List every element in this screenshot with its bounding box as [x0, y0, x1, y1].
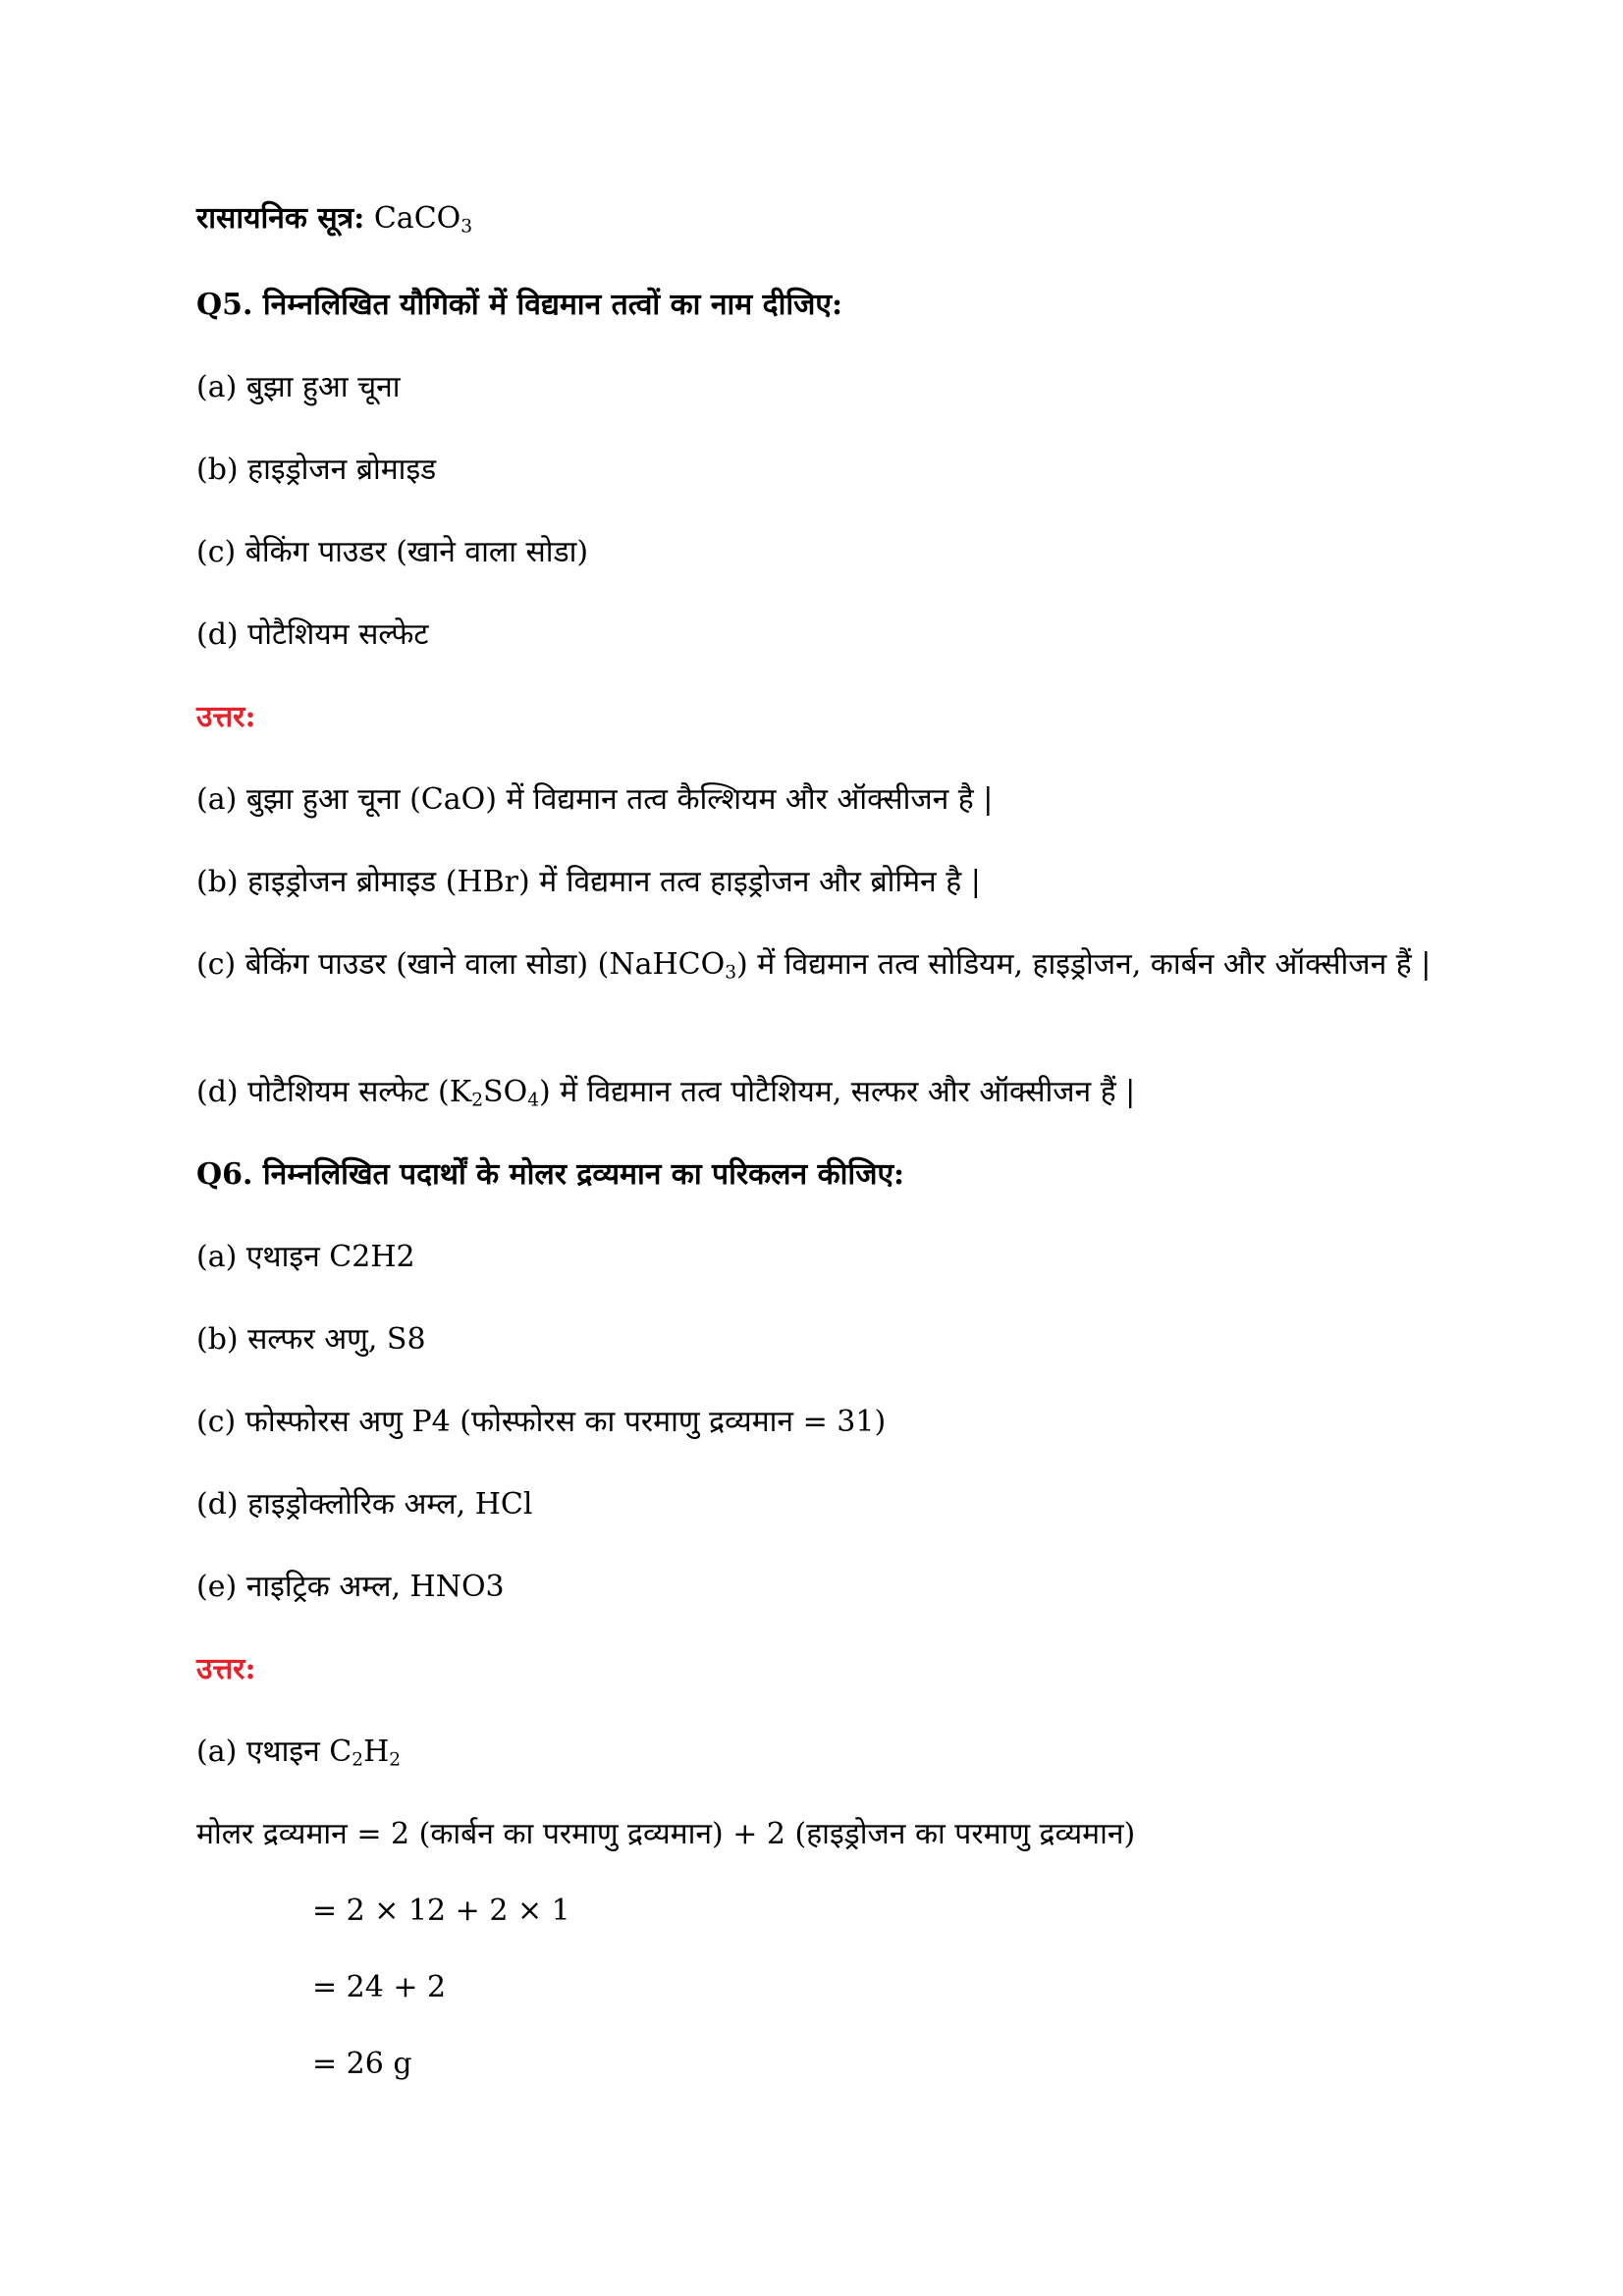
q6-item-e: (e) नाइट्रिक अम्ल, HNO3 [196, 1570, 505, 1604]
q6-item-b: (b) सल्फर अणु, S8 [196, 1322, 426, 1357]
q5-answer-c [196, 944, 1435, 986]
q6-item-c: (c) फोस्फोरस अणु P4 (फोस्फोरस का परमाणु द्रव्यमान = 31) [196, 1405, 887, 1439]
q6-answer-a-heading-sub1: 2 [352, 1749, 364, 1771]
formula-label: रासायनिक सूत्र: [196, 201, 365, 236]
q5-answer-c-sub: 3 [725, 962, 737, 984]
q5-item-d: (d) पोटैशियम सल्फेट [196, 617, 429, 652]
q5-answer-c-pre: (c) बेकिंग पाउडर (खाने वाला सोडा) (NaHCO [196, 947, 726, 982]
formula-line [196, 198, 472, 240]
q5-item-b: (b) हाइड्रोजन ब्रोमाइड [196, 453, 437, 487]
formula-value: CaCO [364, 201, 461, 236]
q5-answer-d-sub1: 2 [471, 1090, 484, 1111]
q6-molar-mass-formula: मोलर द्रव्यमान = 2 (कार्बन का परमाणु द्रव्यमान) + 2 (हाइड्रोजन का परमाणु द्रव्यमान) [196, 1817, 1136, 1851]
q6-answer-a-heading [196, 1732, 401, 1773]
q6-calc-step-2: = 24 + 2 [312, 1970, 447, 2004]
q6-answer-label: उत्तर: [196, 1652, 256, 1686]
q5-question: Q5. निम्नलिखित यौगिकों में विद्यमान तत्वों का नाम दीजिए: [196, 288, 843, 322]
q5-answer-d-post: ) में विद्यमान तत्व पोटैशियम, सल्फर और ऑक्सीजन हैं | [539, 1075, 1136, 1109]
q6-question: Q6. निम्नलिखित पदार्थों के मोलर द्रव्यमान का परिकलन कीजिए: [196, 1157, 905, 1192]
q6-item-d: (d) हाइड्रोक्लोरिक अम्ल, HCl [196, 1487, 533, 1522]
formula-subscript: 3 [460, 216, 473, 238]
q6-answer-a-heading-mid: H [363, 1735, 390, 1769]
q5-answer-label: उत्तर: [196, 700, 256, 734]
q5-answer-b: (b) हाइड्रोजन ब्रोमाइड (HBr) में विद्यमान तत्व हाइड्रोजन और ब्रोमिन है | [196, 865, 981, 899]
q6-answer-a-heading-pre: (a) एथाइन C [196, 1735, 352, 1769]
q5-answer-d-sub2: 4 [527, 1090, 540, 1111]
q5-item-a: (a) बुझा हुआ चूना [196, 370, 401, 404]
q6-calc-step-1: = 2 × 12 + 2 × 1 [312, 1894, 570, 1928]
q5-answer-c-post: ) में विद्यमान तत्व सोडियम, हाइड्रोजन, कार्बन और ऑक्सीजन हैं | [736, 947, 1432, 982]
q5-answer-d-pre: (d) पोटैशियम सल्फेट (K [196, 1075, 472, 1109]
q5-answer-d-mid: SO [483, 1075, 528, 1109]
q6-answer-a-heading-sub2: 2 [389, 1749, 402, 1771]
q6-calc-step-3: = 26 g [312, 2047, 412, 2081]
q5-item-c: (c) बेकिंग पाउडर (खाने वाला सोडा) [196, 535, 589, 569]
q6-item-a: (a) एथाइन C2H2 [196, 1240, 415, 1274]
q5-answer-a: (a) बुझा हुआ चूना (CaO) में विद्यमान तत्व कैल्शियम और ऑक्सीजन है | [196, 782, 994, 817]
q5-answer-d [196, 1072, 1135, 1113]
